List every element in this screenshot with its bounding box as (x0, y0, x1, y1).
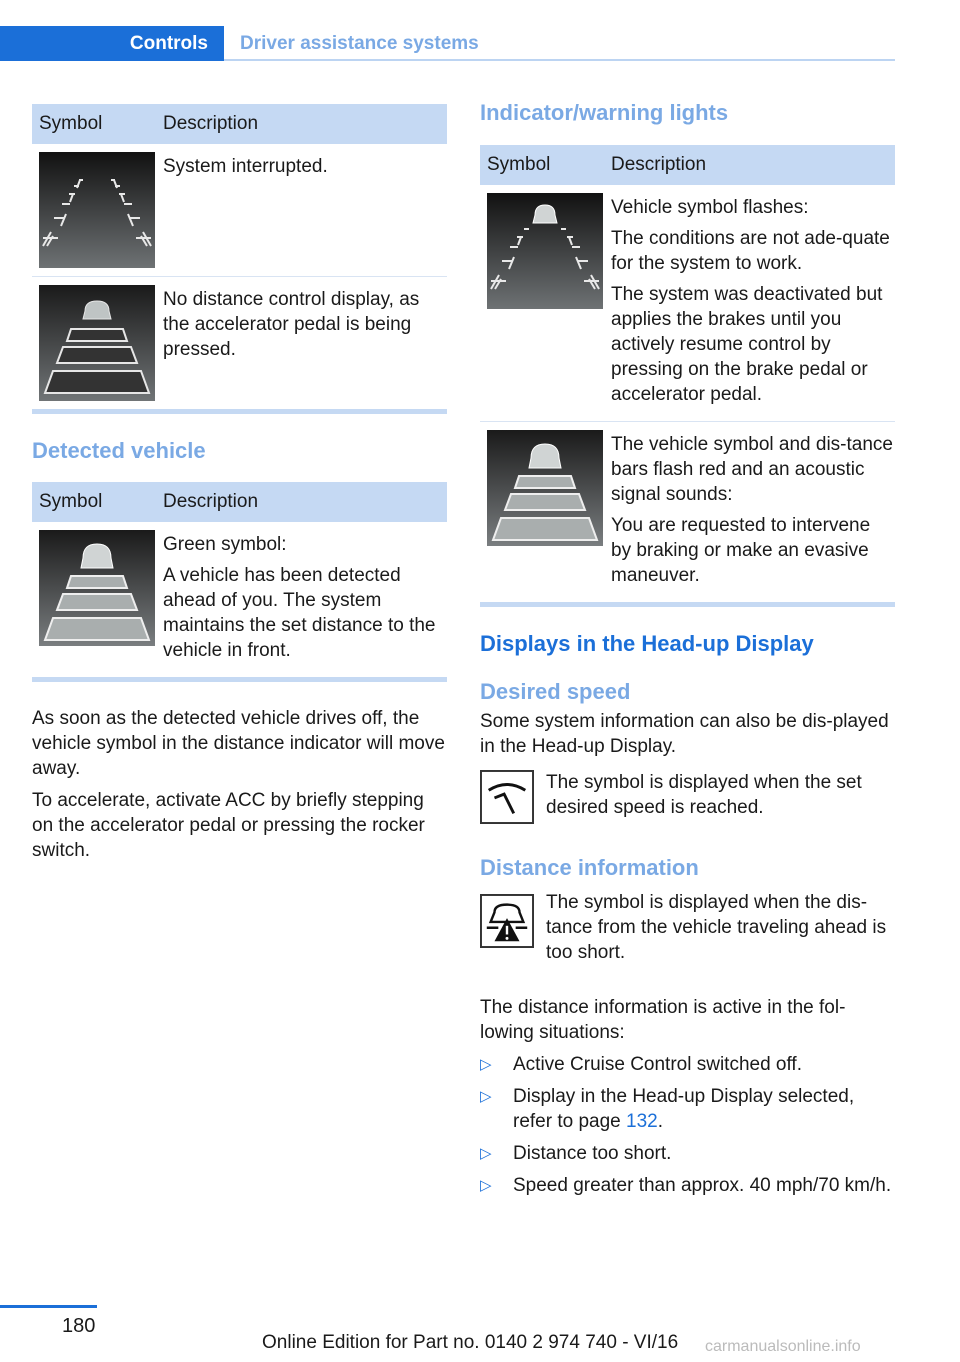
table-end-rule (480, 602, 895, 607)
speedometer-needle-icon (480, 770, 534, 824)
body-paragraph: As soon as the detected vehicle drives off, the vehicle symbol in the distance indicator will move away. (32, 708, 445, 779)
right-column (480, 100, 895, 1205)
description-text: The conditions are not ade-quate for the system to work. (611, 228, 890, 274)
description-text: A vehicle has been detected ahead of you. The system maintains the set distance to the vehicle in front. (163, 565, 436, 661)
description-text: The vehicle symbol and dis-tance bars flash red and an acoustic signal sounds: (611, 434, 893, 505)
list-item: ▷ Display in the Head-up Display selected, refer to page 132. (480, 1086, 855, 1132)
body-paragraph: Some system information can also be dis-played in the Head-up Display. (480, 711, 889, 757)
symbol-table-detected (32, 482, 447, 677)
table-header (32, 482, 447, 522)
table-end-rule (32, 409, 447, 414)
section-title[interactable]: Driver assistance systems (240, 33, 479, 54)
edition-note: Online Edition for Part no. 0140 2 974 740 - VI/16 (262, 1332, 679, 1353)
description-text: You are requested to intervene by braking or make an evasive maneuver. (611, 515, 871, 586)
list-item: ▷ Distance too short. (480, 1143, 672, 1164)
description-text: Green symbol: (163, 534, 287, 555)
col-symbol: Symbol (32, 482, 163, 522)
running-header (0, 26, 895, 61)
table-end-rule (32, 677, 447, 682)
icon-description: The symbol is displayed when the dis-tance from the vehicle traveling ahead is too short. (546, 892, 887, 963)
footer-rule (0, 1305, 97, 1308)
col-description: Description (163, 482, 447, 522)
acc-vehicle-detected-icon (39, 530, 155, 646)
chapter-tab[interactable]: Controls (0, 26, 224, 61)
table-header (480, 145, 895, 185)
table-row (32, 144, 447, 277)
description-text: Vehicle symbol flashes: (611, 197, 809, 218)
page-reference-link[interactable]: 132 (626, 1111, 658, 1132)
acc-vehicle-bars-dark-icon (39, 285, 155, 401)
acc-vehicle-flashing-icon (487, 193, 603, 309)
col-symbol: Symbol (480, 145, 611, 185)
triangle-bullet-icon: ▷ (480, 1056, 492, 1073)
col-description: Description (163, 104, 447, 144)
detected-vehicle-heading: Detected vehicle (32, 438, 206, 463)
distance-info-heading: Distance information (480, 855, 699, 880)
icon-description: The symbol is displayed when the set desired speed is reached. (546, 772, 862, 818)
table-row (480, 422, 895, 603)
list-item: ▷ Active Cruise Control switched off. (480, 1054, 802, 1075)
page-number: 180 (62, 1315, 96, 1337)
body-paragraph: To accelerate, activate ACC by briefly stepping on the accelerator pedal or pressing the rocker switch. (32, 790, 425, 861)
symbol-table-warning (480, 145, 895, 602)
description-text: System interrupted. (163, 156, 328, 177)
body-paragraph: The distance information is active in the fol-lowing situations: (480, 997, 846, 1043)
situation-list (480, 1052, 895, 1198)
indicator-heading: Indicator/warning lights (480, 100, 729, 125)
hud-section-heading: Displays in the Head-up Display (480, 631, 814, 656)
list-item: ▷ Speed greater than approx. 40 mph/70 km/h. (480, 1175, 892, 1196)
triangle-bullet-icon: ▷ (480, 1145, 492, 1162)
col-description: Description (611, 145, 895, 185)
left-column (32, 104, 447, 863)
acc-lanes-empty-icon (39, 152, 155, 268)
acc-vehicle-bars-red-icon (487, 430, 603, 546)
description-text: No distance control display, as the accelerator pedal is being pressed. (163, 289, 420, 360)
symbol-table-status (32, 104, 447, 409)
description-text: The system was deactivated but applies the brakes until you actively resume control by pressing on the brake pedal or accelerator pedal. (611, 284, 883, 405)
triangle-bullet-icon: ▷ (480, 1088, 492, 1105)
distance-info-row (480, 894, 895, 965)
desired-speed-heading: Desired speed (480, 679, 631, 704)
table-row (32, 522, 447, 677)
table-row (32, 277, 447, 410)
table-header (32, 104, 447, 144)
table-row (480, 185, 895, 422)
desired-speed-row (480, 770, 895, 824)
col-symbol: Symbol (32, 104, 163, 144)
triangle-bullet-icon: ▷ (480, 1177, 492, 1194)
header-rule (224, 59, 895, 61)
distance-warning-icon (480, 894, 534, 948)
watermark: carmanualsonline.info (705, 1338, 861, 1355)
